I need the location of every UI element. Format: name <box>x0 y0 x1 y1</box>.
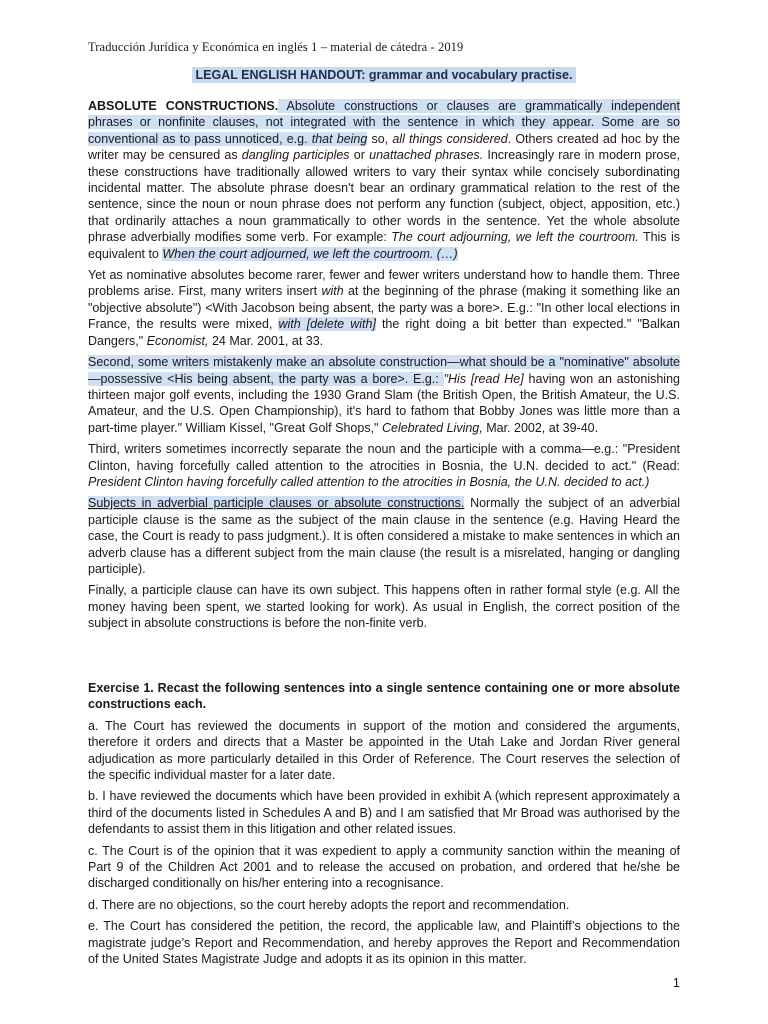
paragraph-subjects <box>88 495 680 577</box>
example-run: The court adjourning, we left the courtroom. <box>391 230 639 245</box>
running-header: Traducción Jurídica y Económica en inglés 1 – material de cátedra - 2019 <box>88 40 464 54</box>
paragraph-second-problem <box>88 354 680 436</box>
text-run: Yet as nominative absolutes become rarer, fewer and fewer writers understand how to handle them. Three problems arise. First, many writers insert <box>88 268 680 299</box>
text-run: This is equivalent to <box>88 230 681 261</box>
exercise-item-b: b. I have reviewed the documents which have been provided in exhibit A (which represent approximately a third of the documents listed in Schedules A and B) and I am satisfied that Mr Broad was authorised by the defendants to assist them in this litigation and other related issues. <box>88 789 680 837</box>
subheading-underlined: Subjects in adverbial participle clauses or absolute constructions. <box>88 496 465 511</box>
text-run: the right doing a bit better than expected." "Balkan Dangers," <box>88 317 680 348</box>
section-lead: ABSOLUTE CONSTRUCTIONS. <box>88 99 279 113</box>
exercise-heading: Exercise 1. Recast the following sentences into a single sentence containing one or more absolute constructions each. <box>88 681 680 712</box>
paragraph-three-problems <box>88 267 680 349</box>
handout-title <box>88 68 680 82</box>
example-run: with <box>321 284 344 299</box>
example-run: with [delete with] <box>278 317 376 332</box>
example-run: "His [read He] <box>443 371 524 386</box>
text-run: Third, writers sometimes incorrectly separate the noun and the participle with a comma—e.g.: "President Clinton, having forcefully called attention to the atrocities in Bosnia, the U.N. decided to act." (Read: <box>88 442 680 473</box>
exercise-item-d: d. There are no objections, so the court hereby adopts the report and recommendation. <box>88 897 570 912</box>
exercise-section <box>88 680 680 973</box>
text-run: Absolute constructions or clauses are grammatically independent phrases or nonfinite clauses, not integrated with the sentence in which they appear. Some are so conventional as to pass unnoticed, e.g. <box>88 99 680 146</box>
exercise-item-e: e. The Court has considered the petition, the record, the applicable law, and Plaintiff’s objections to the magistrate judge’s Report and Recommendation, and hereby approves the Report and Recommendation of the United States Magistrate Judge and adopts it as its opinion in this matter. <box>88 919 680 967</box>
text-run: at the beginning of the phrase (making it something like an "objective absolute") <With Jacobson being absent, the party was a bore>. E.g.: "In other local elections in France, the results were mixed, <box>88 284 680 332</box>
title-text: LEGAL ENGLISH HANDOUT: grammar and vocabulary practise. <box>192 67 577 83</box>
example-run: all things considered <box>392 131 508 146</box>
example-run: Celebrated Living, <box>381 420 483 435</box>
page-number: 1 <box>672 975 680 990</box>
text-run: having won an astonishing thirteen major golf events, including the 1930 Grand Slam (the British Open, the British Amateur, the U.S. Amateur, and the U.S. Open Championship), it's hard to fathom that Bobby Jones was little more than a part-time player." William Kissel, "Great Golf Shops," <box>88 371 680 435</box>
example-run: President Clinton having forcefully called attention to the atrocities in Bosnia, the U.N. decided to act.) <box>88 474 650 489</box>
text-run: or <box>349 148 370 163</box>
exercise-item-a: a. The Court has reviewed the documents in support of the motion and considered the arguments, therefore it orders and directs that a Master be appointed in the Utah Lake and Jordan River general adjudication as more particularly detailed in this Order of Reference. The Court reserves the selection of the specific individual master for a later date. <box>88 718 680 783</box>
paragraph-finally: Finally, a participle clause can have its own subject. This happens often in rather formal style (e.g. All the money having been spent, we started looking for work). As usual in English, the correct position of the subject in absolute constructions is before the non-finite verb. <box>88 583 680 631</box>
exercise-item-c: c. The Court is of the opinion that it was expedient to apply a community sanction within the meaning of Part 9 of the Children Act 2001 and to release the accused on probation, and ordered that he/she be discharged conditionally on his/her entering into a recognisance. <box>88 843 680 891</box>
example-run: that being <box>311 131 368 146</box>
paragraph-third-problem <box>88 441 680 490</box>
example-run: dangling participles <box>241 148 350 163</box>
handout-body <box>88 98 680 637</box>
example-run: When the court adjourned, we left the courtroom. (…) <box>162 246 458 261</box>
text-run: Normally the subject of an adverbial participle clause is the same as the subject of the main clause in the sentence (e.g. Having Heard the case, the Court is ready to pass judgment.). It is often considered a mistake to make sentences in which an adverb clause has a different subject from the main clause (the result is a misrelated, hanging or dangling participle). <box>88 496 681 576</box>
text-run: Second, some writers mistakenly make an absolute construction—what should be a "nominative" absolute—possessive <His being absent, the party was a bore>. E.g.: <box>88 355 680 386</box>
example-run: Economist, <box>146 333 209 348</box>
text-run: 24 Mar. 2001, at 33. <box>208 333 324 348</box>
text-run: . Others created ad hoc by the writer may be censured as <box>88 131 680 163</box>
text-run: so, <box>367 131 393 146</box>
text-run: Increasingly rare in modern prose, these constructions have traditionally allowed writers to vary their syntax while concisely subordinating incidental matter. The absolute phrase doesn't bear an ordinary grammatical relation to the rest of the sentence, since the noun or noun phrase does not perform any function (subject, object, apposition, etc.) that ordinarily attaches a noun grammatically to other words in the sentence. Yet the whole absolute phrase adverbially modifies some verb. For example: <box>88 148 681 245</box>
paragraph-absolute-constructions <box>88 98 680 262</box>
example-run: unattached phrases. <box>369 148 484 163</box>
text-run: Mar. 2002, at 39-40. <box>482 420 599 435</box>
